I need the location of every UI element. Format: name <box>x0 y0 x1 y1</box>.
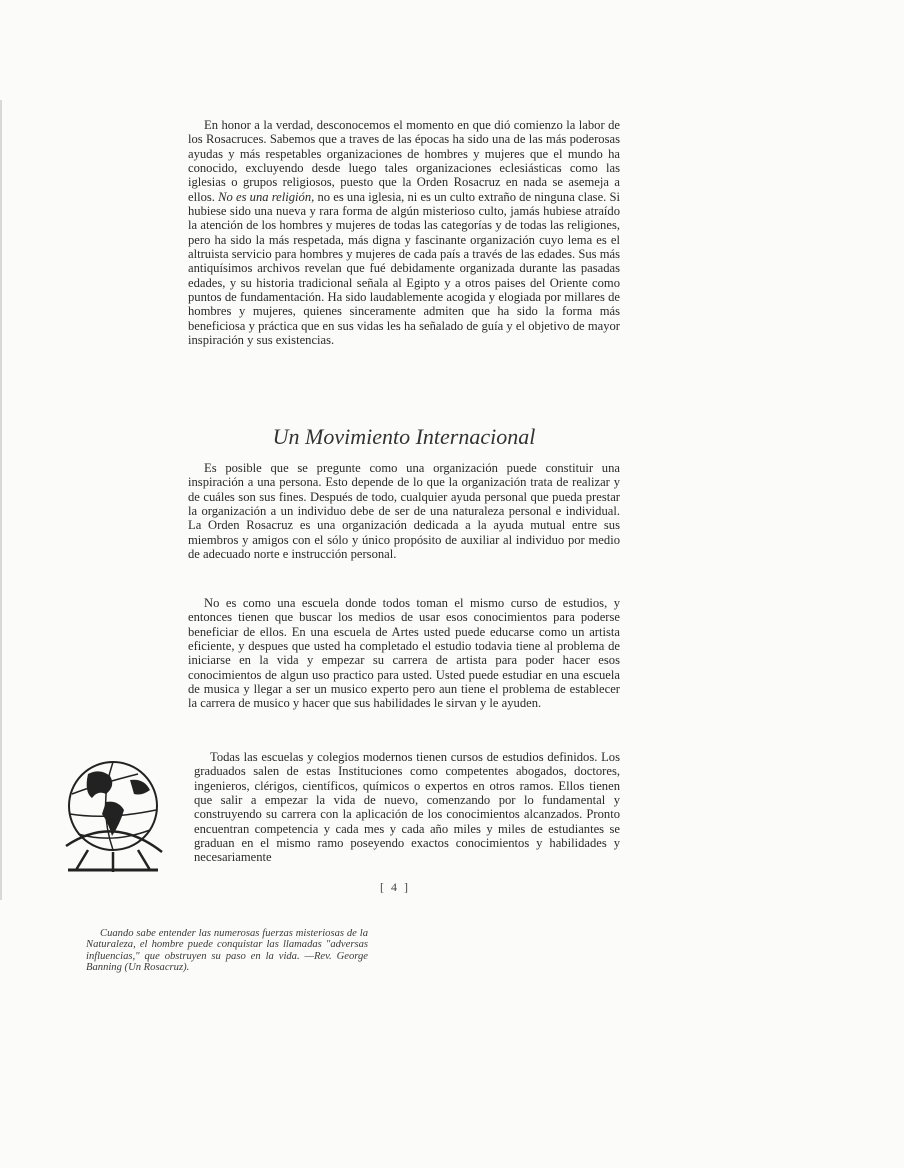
paragraph-1-italic: No es una religión, <box>218 189 315 204</box>
paragraph-1 <box>188 118 620 348</box>
paragraph-4: Todas las escuelas y colegios modernos tienen cursos de estudios definidos. Los graduados salen de estas Instituciones como competentes abogados, doctores, ingenieros, clérigos, científicos, químicos o expertos en otros ramos. Ellos tienen que salir a empezar la vida de nuevo, comenzando por lo fundamental y construyendo su carrera con la aplicación de los conocimientos alcanzados. Pronto encuentran competencia y cada mes y cada año miles y miles de estudiantes se graduan en el mismo ramo poseyendo exactos conocimientos y habilidades y necesariamente <box>194 750 620 865</box>
footer-quote: Cuando sabe entender las numerosas fuerzas misteriosas de la Naturaleza, el hombre puede conquistar las llamadas "adversas influencias," que obstruyen su paso en la vida. —Rev. George Banning (Un Rosacruz). <box>86 928 368 974</box>
paragraph-2: Es posible que se pregunte como una organización puede constituir una inspiración a una persona. Esto depende de lo que la organización trata de realizar y de cuáles son sus fines. Después de todo, cualquier ayuda personal que pueda prestar la organización a un individuo debe de ser de una naturaleza personal e individual. La Orden Rosacruz es una organización dedicada a la ayuda mutual entre sus miembros y amigos con el sólo y único propósito de auxiliar al individuo por medio de adecuado norte e instrucción personal. <box>188 461 620 562</box>
paragraph-1-text-a: En honor a la verdad, desconocemos el momento en que dió comienzo la labor de los Rosacruces. Sabemos que a traves de las épocas ha sido una de las más poderosas ayudas y más respetables organizaciones de hombres y mujeres que el mundo ha conocido, excluyendo desde luego tales organizaciones eclesiásticas como las iglesias o grupos religiosos, puesto que la Orden Rosacruz en nada se asemeja a ellos. <box>188 118 620 204</box>
paragraph-1-text-b: no es una iglesia, ni es un culto extraño de ninguna clase. Si hubiese sido una nueva y rara forma de algún misterioso culto, jamás hubiese atraído la atención de los hombres y mujeres de todas las categorías y de todas las religiones, pero ha sido la más respetada, más digna y fascinante organización cuyo lema es el altruista servicio para hombres y mujeres de cada país a través de las edades. Sus más antiquísimos archivos revelan que fué debidamente organizada durante las pasadas edades, y su historia tradicional señala al Egipto y a otros paises del Oriente como puntos de fundamentación. Ha sido laudablemente acogida y elogiada por millares de hombres y mujeres, quienes sinceramente admiten que ha sido la forma más beneficiosa y práctica que en sus vidas les ha señalado de guía y el objetivo de mayor inspiración y sus existencias. <box>188 189 620 348</box>
page-edge-shadow <box>0 100 2 900</box>
page-number: [ 4 ] <box>380 880 410 894</box>
globe-stand-illustration <box>58 754 170 876</box>
section-heading: Un Movimiento Internacional <box>272 424 536 449</box>
paragraph-3: No es como una escuela donde todos toman el mismo curso de estudios, y entonces tienen que buscar los medios de usar esos conocimientos para poderse beneficiar de ellos. En una escuela de Artes usted puede educarse como un artista eficiente, y despues que usted ha completado el estudio todavia tiene al problema de iniciarse en la vida y empezar su carrera de artista para poder hacer esos conocimientos de algun uso practico para usted. Usted puede estudiar en una escuela de musica y llegar a ser un musico experto pero aun tiene el problema de establecer la carrera de musico y hacer que sus habilidades le sirvan y le ayuden. <box>188 596 620 711</box>
